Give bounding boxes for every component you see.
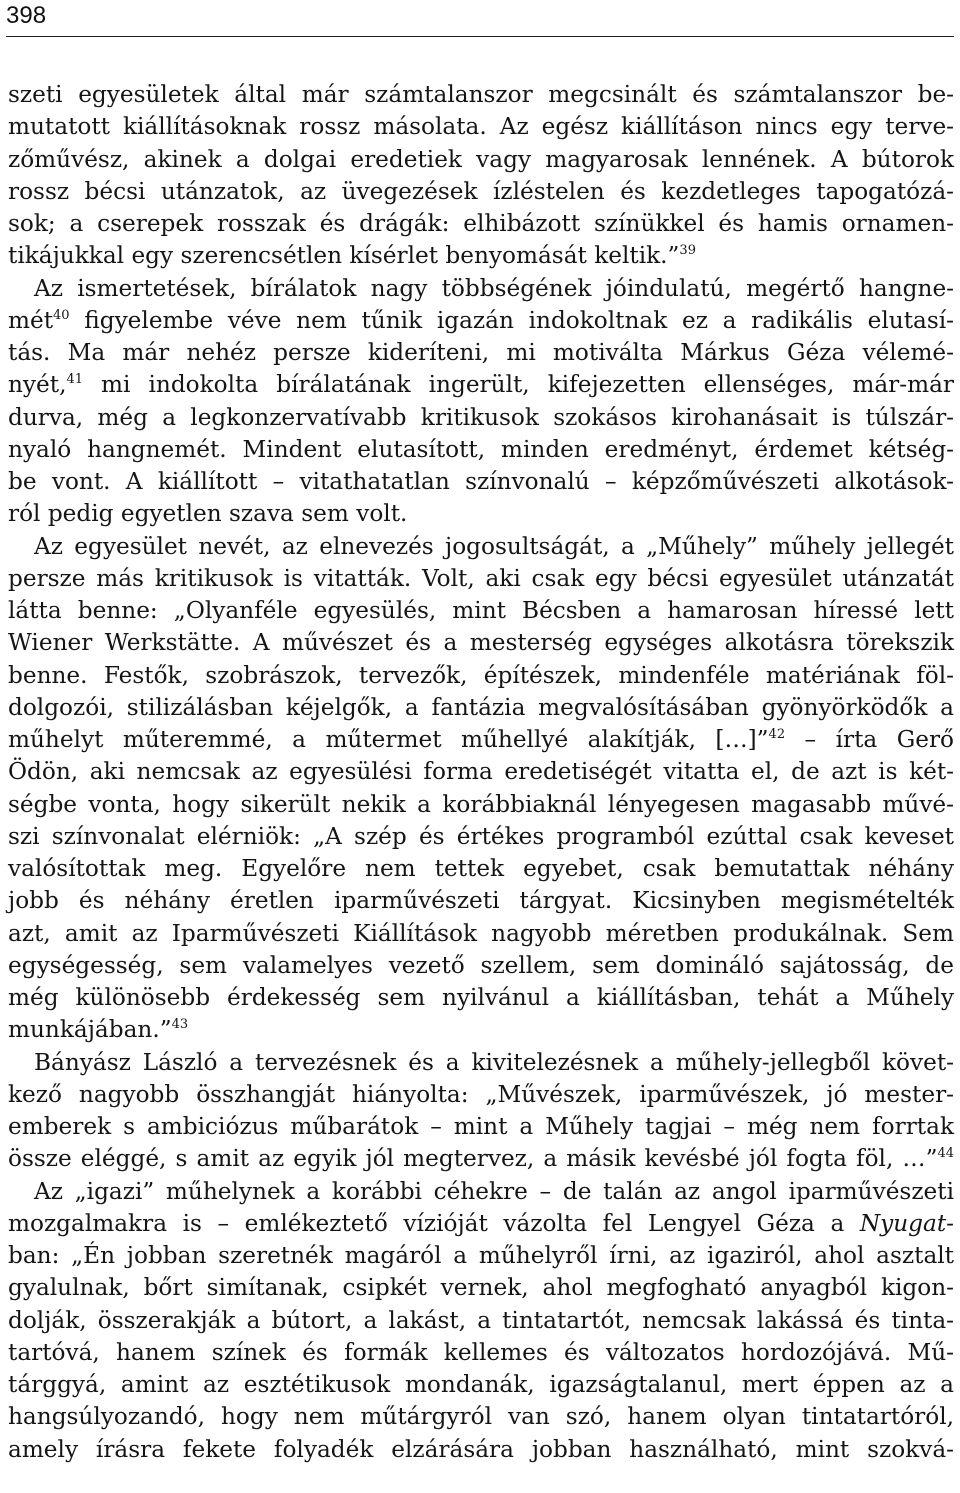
line-text: még különösebb érdekesség sem nyilvánul a kiállításban, tehát a Műhely [8,984,954,1011]
line-text: rossz bécsi utánzatok, az üvegezések ízléstelen és kezdetleges tapogatózá- [8,177,954,205]
text-line [8,820,954,853]
line-text: munkájában.” [8,1016,172,1044]
line-text: ról pedig egyetlen szava sem volt. [8,500,408,528]
line-text: amely írásra fekete folyadék elzárására jobban használható, mint szokvá- [8,1435,954,1463]
text-line [8,1078,954,1111]
text-line [8,1207,954,1240]
text-line [8,949,954,982]
text-line [8,852,954,885]
line-text: tikájukkal egy szerencsétlen kísérlet benyomását keltik.” [8,242,680,270]
footnote-ref: 39 [679,243,696,259]
line-text: dolgozói, stilizálásban kéjelgők, a fantázia megvalósításában gyönyörködők a [8,693,954,721]
text-line [8,239,954,272]
text-line [8,659,954,692]
line-text: látta benne: „Olyanféle egyesülés, mint Bécsben a hamarosan híressé lett [8,597,954,624]
text-line [8,788,954,821]
line-text: nyaló hangnemét. Mindent elutasított, minden eredményt, érdemet kétség- [8,435,954,463]
line-text: jobb és néhány éretlen iparművészeti tárgyat. Kicsinyben megismételték [8,887,954,915]
line-text: dolják, összerakják a bútort, a lakást, a tintatartót, nemcsak lakássá és tinta- [8,1306,954,1334]
line-text: tás. Ma már nehéz persze kideríteni, mi motiválta Márkus Géza vélemé- [8,339,954,366]
line-text: tárggyá, amint az esztétikusok mondanák, igazságtalanul, mert éppen az a [8,1371,954,1398]
text-line [8,723,954,756]
footnote-ref: 44 [937,1146,954,1162]
footnote-ref: 40 [53,307,70,323]
footnote-ref: 42 [768,727,786,742]
line-text: mutatott kiállításoknak rossz másolata. Az egész kiállításon nincs egy terve- [8,113,954,141]
text-line [8,110,954,143]
text-line [8,433,954,466]
text-line [8,1110,954,1143]
text-line [8,1013,954,1046]
text-line [8,1336,954,1369]
text-line [8,981,954,1014]
line-text: műhelyt műteremmé, a műtermet műhellyé alakítják, […]” [8,726,769,753]
line-text: Ödön, aki nemcsak az egyesülési forma eredetiségét vitatta el, de azt is két- [8,758,954,786]
text-line [8,175,954,208]
text-line [8,1142,954,1175]
line-text: - [946,1209,954,1237]
text-line [34,1046,954,1079]
text-line [8,78,954,111]
text-line [8,562,954,595]
line-text: szi színvonalat elérniök: „A szép és értékes programból ezúttal csak keveset [8,822,954,850]
text-line [8,1271,954,1304]
text-line [8,401,954,434]
line-text: tartóvá, hanem színek és formák kellemes és változatos hordozójává. Mű- [8,1338,954,1366]
text-line [8,465,954,498]
line-text: mozgalmakra is – emlékeztető vízióját vázolta fel Lengyel Géza a [8,1209,860,1237]
line-text: mi indokolta bírálatának ingerült, kifejezetten ellenséges, már-már [83,371,954,399]
text-line [8,1433,954,1466]
text-line [34,530,954,563]
line-text: Az egyesület nevét, az elnevezés jogosultságát, a „Műhely” műhely jellegét [34,532,954,560]
line-text: hangsúlyozandó, hogy nem műtárgyról van szó, hanem olyan tintatartóról, [8,1403,954,1431]
text-line [34,1175,954,1208]
line-text: mét [8,306,54,334]
line-text: ban: „Én jobban szeretnék magáról a műhelyről írni, az igaziról, ahol asztalt [8,1242,954,1269]
text-line [8,207,954,240]
text-line [8,1239,954,1272]
text-line [8,336,954,369]
line-text: zőművész, akinek a dolgai eredetiek vagy magyarosak lennének. A bútorok [8,145,954,173]
text-line [8,1304,954,1337]
line-text: figyelembe véve nem tűnik igazán indokoltnak ez a radikális elutasí- [69,306,954,334]
line-text: össze eléggé, s amit az egyik jól megtervez, a másik kevésbé jól fogta föl, …” [8,1145,938,1173]
text-line [8,691,954,724]
line-text: Az „igazi” műhelynek a korábbi céhekre – de talán az angol iparművészeti [34,1177,954,1205]
line-text: Bányász László a tervezésnek és a kivitelezésnek a műhely-jellegből követ- [34,1048,954,1076]
line-text: – írta Gerő [785,726,954,753]
line-text: azt, amit az Iparművészeti Kiállítások nagyobb méretben produkálnak. Sem [8,919,954,947]
header-rule [6,36,954,37]
line-text: emberek s ambiciózus műbarátok – mint a Műhely tagjai – még nem forrtak [8,1113,954,1140]
line-text: valósítottak meg. Egyelőre nem tettek egyebet, csak bemutattak néhány [8,855,954,882]
line-text: szeti egyesületek által már számtalanszor megcsinált és számtalanszor be- [8,81,954,108]
text-line [8,594,954,627]
text-line [8,884,954,917]
line-text: gyalulnak, bőrt simítanak, csipkét vernek, ahol megfogható anyagból kigon- [8,1274,954,1302]
text-line [8,755,954,788]
page-number: 398 [6,2,47,29]
text-line [8,626,954,659]
line-text: be vont. A kiállított – vitathatatlan színvonalú – képzőművészeti alkotások- [8,468,954,495]
line-text: Az ismertetések, bírálatok nagy többségének jóindulatú, megértő hangne- [34,274,954,302]
line-text: durva, még a legkonzervatívabb kritikusok szokásos kirohanásait is túlszár- [8,403,954,431]
text-line [8,368,954,401]
line-text: kező nagyobb összhangját hiányolta: „Művészek, iparművészek, jó mester- [8,1080,954,1108]
line-text: benne. Festők, szobrászok, tervezők, építészek, mindenféle matériának föl- [8,661,954,689]
text-line [8,497,954,530]
line-text: egységesség, sem valamelyes vezető szellem, sem domináló sajátosság, de [8,951,954,979]
footnote-ref: 41 [66,372,83,388]
text-line [8,143,954,176]
text-line [34,272,954,305]
italic-text: Nyugat [859,1209,947,1237]
text-line [8,304,954,337]
footnote-ref: 43 [171,1017,189,1033]
line-text: sok; a cserepek rosszak és drágák: elhibázott színükkel és hamis ornamen- [8,210,954,237]
line-text: nyét, [8,371,67,399]
line-text: ségbe vonta, hogy sikerült nekik a korábbiaknál lényegesen magasabb művé- [8,790,954,818]
text-line [8,1368,954,1401]
line-text: Wiener Werkstätte. A művészet és a mesterség egységes alkotásra törekszik [8,629,954,657]
text-line [8,917,954,950]
text-line [8,1400,954,1433]
line-text: persze más kritikusok is vitatták. Volt, aki csak egy bécsi egyesület utánzatát [8,564,954,592]
